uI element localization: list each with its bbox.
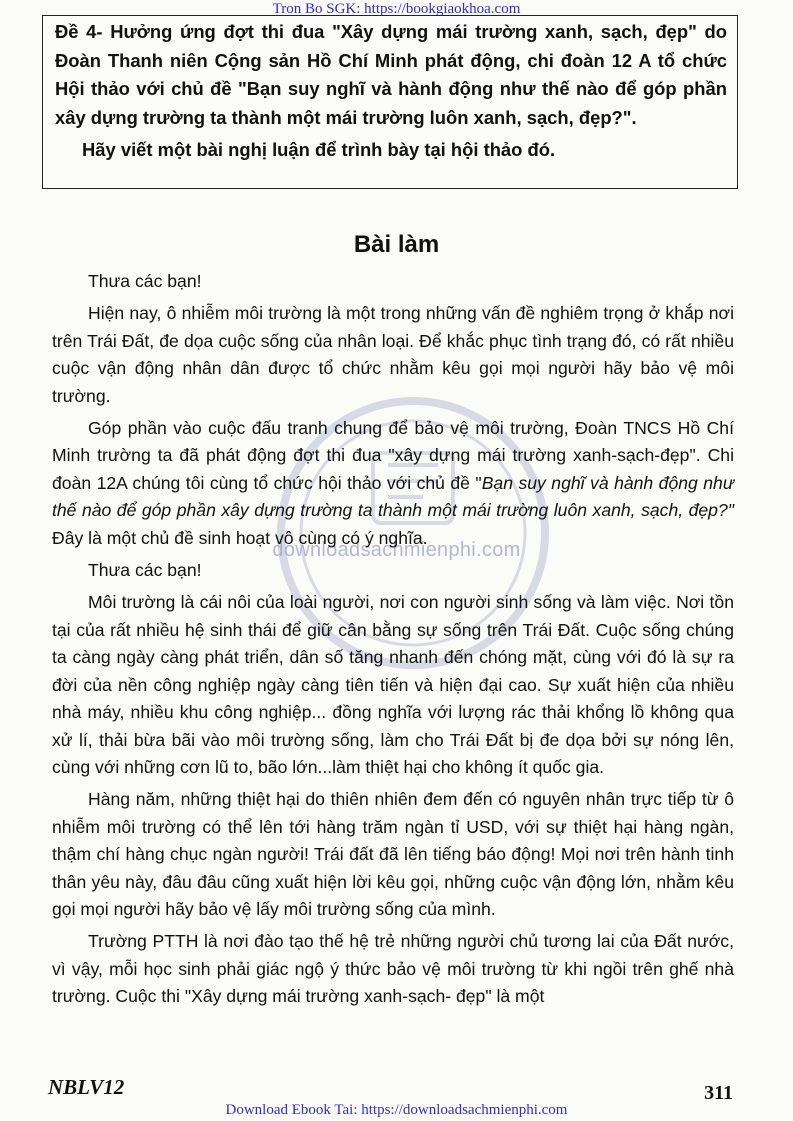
watermark-text: downloadsachmienphi.com (272, 539, 521, 561)
header-download-link[interactable]: Tron Bo SGK: https://bookgiaokhoa.com (272, 1, 521, 17)
paragraph-text: Đây là một chủ đề sinh hoạt vô cùng có ý nghĩa. (52, 527, 428, 548)
paragraph: Hiện nay, ô nhiễm môi trường là một trong những vấn đề nghiêm trọng ở khắp nơi trên Trái Đất, đe dọa cuộc sống của nhân loại. Để khắc phục tình trạng đó, có rất nhiều cuộc vận động nhân dân được tổ chức nhằm kêu gọi mọi người hãy bảo vệ môi trường. (52, 303, 734, 406)
footer-download-link[interactable]: Download Ebook Tai: https://downloadsachmienphi.com (225, 1102, 568, 1118)
prompt-instruction: Hãy viết một bài nghị luận để trình bày tại hội thảo đó. (82, 139, 556, 160)
section-title: Bài làm (353, 231, 440, 258)
topic-quote: Bạn suy nghĩ và hành động như thế nào để góp phần xây dựng trường ta thành một mái trường luôn xanh, sạch, đẹp?" (52, 472, 734, 521)
paragraph-greeting: Thưa các bạn! (88, 271, 202, 291)
paragraph-greeting: Thưa các bạn! (88, 560, 202, 581)
paragraph: Môi trường là cái nôi của loài người, nơi con người sinh sống và làm việc. Nơi tồn tại của rất nhiều hệ sinh thái để giữ cân bằng sự sống trên Trái Đất. Cuộc sống chúng ta càng ngày càng phát triển, dân số tăng nhanh đến chóng mặt, cùng với đó là sự ra đời của nền công nghiệp ngày càng tiên tiến và hiện đại cao. Sự xuất hiện của nhiều nhà máy, nhiều khu công nghiệp... đồng nghĩa với lượng rác thải khổng lồ không qua xử lí, thải bừa bãi vào môi trường sống, làm cho Trái Đất bị đe dọa bởi sự nóng lên, cùng với những cơn lũ to, bão lớn...làm thiệt hại cho không ít quốc gia. (52, 592, 734, 777)
paragraph (52, 415, 734, 552)
paragraph-text: Góp phần vào cuộc đấu tranh chung để bảo vệ môi trường, Đoàn TNCS Hồ Chí Minh trường ta đã phát động đợt thi đua "xây dựng mái trường xanh-sạch-đẹp". Chi đoàn 12A chúng tôi cùng tổ chức hội thảo với chủ đề " (52, 418, 734, 493)
paragraph: Hàng năm, những thiệt hại do thiên nhiên đem đến có nguyên nhân trực tiếp từ ô nhiễm môi trường có thể lên tới hàng trăm ngàn tỉ USD, với sự thiệt hại hàng ngàn, thậm chí hàng chục ngàn người! Trái đất đã lên tiếng báo động! Mọi nơi trên hành tinh thân yêu này, đâu đâu cũng xuất hiện lời kêu gọi, những cuộc vận động lớn, nhằm kêu gọi mọi người hãy bảo vệ lấy môi trường sống của mình. (52, 789, 734, 919)
essay-body (52, 268, 734, 1011)
prompt-paragraph: Đề 4- Hưởng ứng đợt thi đua "Xây dựng mái trường xanh, sạch, đẹp" do Đoàn Thanh niên Cộng sản Hồ Chí Minh phát động, chi đoàn 12 A tổ chức Hội thảo với chủ đề "Bạn suy nghĩ và hành động như thế nào để góp phần xây dựng trường ta thành một mái trường luôn xanh, sạch, đẹp?". (55, 21, 727, 128)
page-number: 311 (704, 1082, 733, 1104)
book-code: NBLV12 (48, 1075, 125, 1099)
prompt-box (42, 15, 738, 189)
paragraph: Trường PTTH là nơi đào tạo thế hệ trẻ những người chủ tương lai của Đất nước, vì vậy, mỗi học sinh phải giác ngộ ý thức bảo vệ môi trường từ khi ngồi trên ghế nhà trường. Cuộc thi "Xây dựng mái trường xanh-sạch- đẹp" là một (52, 931, 734, 1007)
